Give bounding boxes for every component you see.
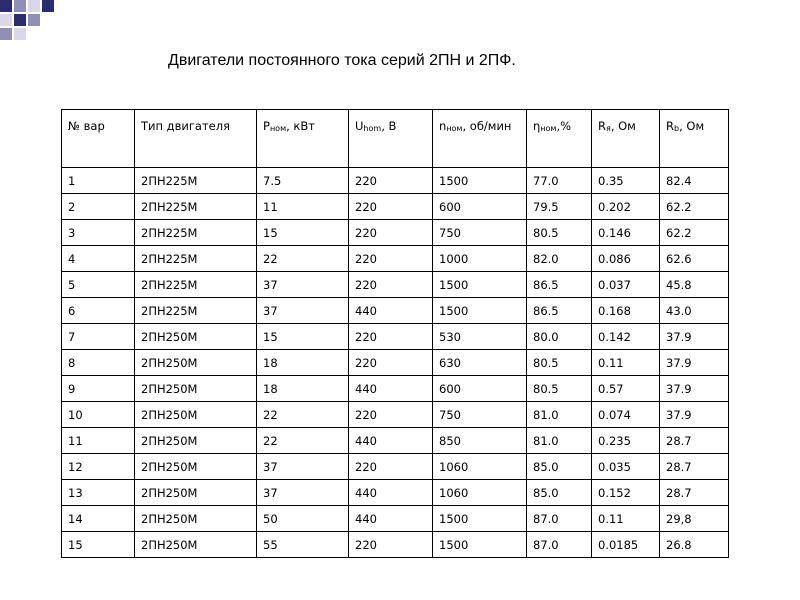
table-cell: 2ПН250М [135,350,257,376]
table-cell: 220 [349,194,433,220]
table-row [62,246,729,272]
table-row [62,272,729,298]
table-cell: 82.4 [660,168,729,194]
table-cell: 62.6 [660,246,729,272]
column-header-main: R [598,119,606,133]
table-cell: 1060 [433,454,527,480]
column-header-main: U [355,119,364,133]
table-cell: 1500 [433,272,527,298]
table-cell: 630 [433,350,527,376]
table-cell: 37.9 [660,324,729,350]
table-cell: 1000 [433,246,527,272]
column-header-unit: , об/мин [462,119,512,133]
table-cell: 0.146 [592,220,660,246]
table-cell: 5 [62,272,135,298]
table-cell: 440 [349,376,433,402]
table-cell: 86.5 [527,298,592,324]
decor-square [14,14,26,26]
table-cell: 750 [433,220,527,246]
table-cell: 0.235 [592,428,660,454]
table-cell: 0.074 [592,402,660,428]
column-header [660,110,729,168]
table-cell: 2ПН225М [135,168,257,194]
table-cell: 80.5 [527,376,592,402]
table-cell: 29,8 [660,506,729,532]
table-cell: 7 [62,324,135,350]
column-header [433,110,527,168]
table-cell: 600 [433,376,527,402]
table-cell: 28.7 [660,428,729,454]
table-cell: 11 [62,428,135,454]
header-row [62,110,729,168]
column-header-main: P [263,119,270,133]
table-cell: 80.5 [527,350,592,376]
table-cell: 15 [257,220,349,246]
column-header [527,110,592,168]
table-cell: 2 [62,194,135,220]
table-row [62,168,729,194]
table-cell: 37 [257,454,349,480]
table-cell: 2ПН225М [135,194,257,220]
table-cell: 62.2 [660,194,729,220]
table-cell: 86.5 [527,272,592,298]
table-cell: 37 [257,298,349,324]
table-cell: 220 [349,272,433,298]
table-cell: 2ПН250М [135,506,257,532]
table-cell: 10 [62,402,135,428]
column-header-unit: , кВт [286,119,315,133]
column-header-subscript: ном [269,124,287,133]
table-cell: 50 [257,506,349,532]
table-row [62,350,729,376]
table-cell: 530 [433,324,527,350]
table-cell: 2ПН250М [135,454,257,480]
table-cell: 22 [257,402,349,428]
table-cell: 220 [349,454,433,480]
column-header-main: η [533,119,541,133]
table-cell: 220 [349,532,433,558]
table-cell: 1 [62,168,135,194]
column-header-main: R [666,119,674,133]
column-header-subscript: ном [540,124,557,133]
table-cell: 0.0185 [592,532,660,558]
table-cell: 6 [62,298,135,324]
table-cell: 8 [62,350,135,376]
table-cell: 37 [257,272,349,298]
table-cell: 2ПН250М [135,376,257,402]
page-title: Двигатели постоянного тока серий 2ПН и 2ПФ. [168,52,516,69]
table-cell: 440 [349,298,433,324]
table-row [62,506,729,532]
table-cell: 80.5 [527,220,592,246]
table-cell: 0.168 [592,298,660,324]
table-body [62,168,729,558]
table-cell: 9 [62,376,135,402]
decor-square [28,0,40,12]
column-header-subscript: я [606,124,611,133]
column-header-unit: , B [381,119,397,133]
table-cell: 0.152 [592,480,660,506]
table-cell: 0.11 [592,506,660,532]
table-cell: 1500 [433,298,527,324]
table-cell: 87.0 [527,532,592,558]
column-header-unit: , Ом [610,119,636,133]
motor-table [61,109,729,558]
table-cell: 82.0 [527,246,592,272]
table-row [62,480,729,506]
table-cell: 79.5 [527,194,592,220]
table-cell: 0.11 [592,350,660,376]
table-cell: 0.086 [592,246,660,272]
table-cell: 43.0 [660,298,729,324]
table-cell: 1500 [433,532,527,558]
table-cell: 15 [257,324,349,350]
column-header-unit: , Ом [679,119,705,133]
table-cell: 45.8 [660,272,729,298]
table-cell: 2ПН250М [135,480,257,506]
table-row [62,402,729,428]
table-cell: 87.0 [527,506,592,532]
table-cell: 220 [349,220,433,246]
table-cell: 37.9 [660,376,729,402]
table-cell: 81.0 [527,402,592,428]
table-cell: 37.9 [660,402,729,428]
column-header-subscript: b [674,124,680,133]
table-row [62,324,729,350]
table-cell: 28.7 [660,480,729,506]
column-header [62,110,135,168]
column-header-main: Тип двигателя [141,119,231,133]
table-cell: 0.57 [592,376,660,402]
decor-square [0,28,12,40]
table-row [62,194,729,220]
table-cell: 22 [257,246,349,272]
table-cell: 18 [257,350,349,376]
table-cell: 0.035 [592,454,660,480]
table-cell: 2ПН250М [135,402,257,428]
table-cell: 37 [257,480,349,506]
column-header [257,110,349,168]
table-row [62,428,729,454]
table-cell: 80.0 [527,324,592,350]
decor-square [28,14,40,26]
table-cell: 26.8 [660,532,729,558]
table-cell: 2ПН225М [135,246,257,272]
table-cell: 85.0 [527,480,592,506]
table-cell: 440 [349,480,433,506]
table-cell: 81.0 [527,428,592,454]
table-cell: 18 [257,376,349,402]
table-cell: 2ПН225М [135,298,257,324]
table-cell: 850 [433,428,527,454]
column-header-subscript: hom [363,124,382,133]
table-cell: 15 [62,532,135,558]
column-header-main: № вар [68,119,105,133]
column-header-unit: ,% [556,119,572,133]
decor-square [14,28,26,40]
table-cell: 1500 [433,168,527,194]
table-cell: 85.0 [527,454,592,480]
table-cell: 0.142 [592,324,660,350]
table-cell: 28.7 [660,454,729,480]
table-cell: 0.35 [592,168,660,194]
column-header [135,110,257,168]
table-row [62,376,729,402]
table-cell: 2ПН250М [135,532,257,558]
table-row [62,298,729,324]
table-row [62,532,729,558]
table-cell: 62.2 [660,220,729,246]
table-cell: 1500 [433,506,527,532]
table-cell: 220 [349,402,433,428]
decor-square [0,14,12,26]
table-cell: 55 [257,532,349,558]
table-row [62,454,729,480]
table-cell: 22 [257,428,349,454]
table-cell: 4 [62,246,135,272]
column-header-subscript: ном [446,124,463,133]
decor-square [14,0,26,12]
table-cell: 750 [433,402,527,428]
table-cell: 13 [62,480,135,506]
column-header [592,110,660,168]
table-cell: 11 [257,194,349,220]
table-cell: 1060 [433,480,527,506]
decor-square [42,0,54,12]
table-cell: 2ПН250М [135,324,257,350]
table-cell: 220 [349,324,433,350]
table-cell: 12 [62,454,135,480]
column-header-main: n [439,119,447,133]
decor-square [0,0,12,12]
table-cell: 37.9 [660,350,729,376]
table-cell: 440 [349,428,433,454]
table-cell: 0.037 [592,272,660,298]
table-cell: 440 [349,506,433,532]
column-header [349,110,433,168]
table-cell: 600 [433,194,527,220]
table-row [62,220,729,246]
table-cell: 220 [349,350,433,376]
table-cell: 0.202 [592,194,660,220]
table-cell: 3 [62,220,135,246]
table-cell: 2ПН225М [135,272,257,298]
table-cell: 14 [62,506,135,532]
corner-decoration [0,0,60,48]
table-cell: 7.5 [257,168,349,194]
table-cell: 220 [349,168,433,194]
table-cell: 2ПН250М [135,428,257,454]
table-cell: 2ПН225М [135,220,257,246]
table-cell: 77.0 [527,168,592,194]
table-cell: 220 [349,246,433,272]
